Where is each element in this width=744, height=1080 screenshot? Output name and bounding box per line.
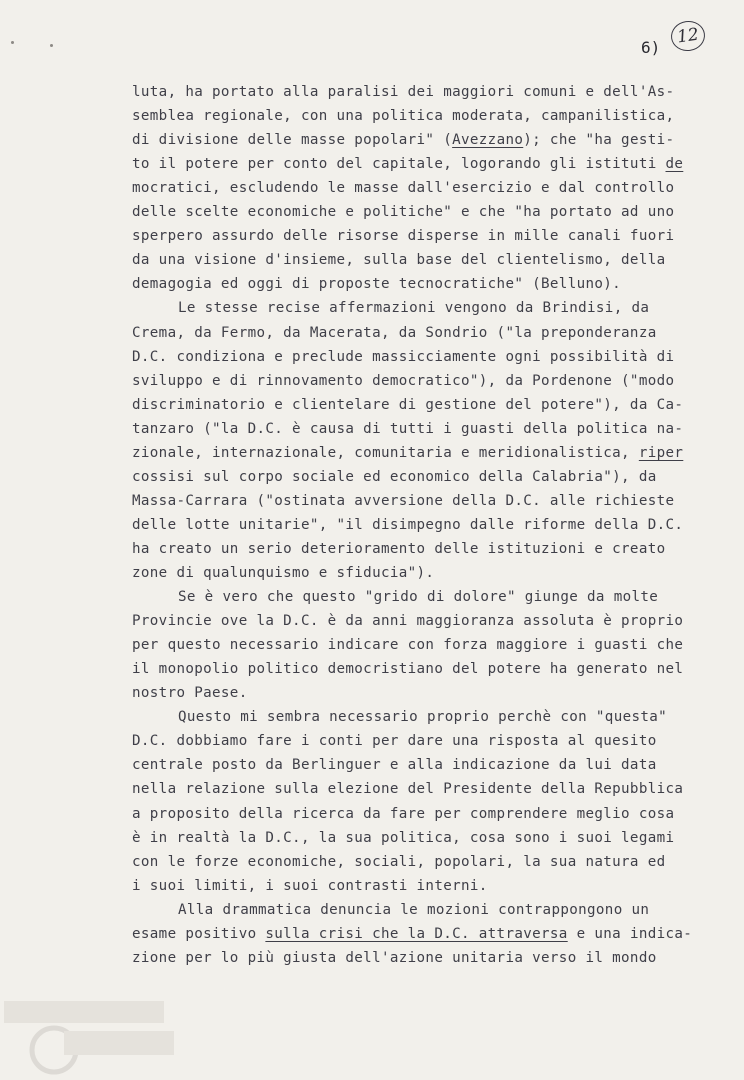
text-segment: luta, ha portato alla paralisi dei maggiori comuni e dell'As- [132, 84, 675, 100]
text-segment: D.C. condiziona e preclude massicciamente ogni possibilità di [132, 348, 675, 365]
text-line [132, 561, 677, 585]
text-segment: Crema, da Fermo, da Macerata, da Sondrio ("la preponderanza [132, 324, 657, 341]
text-segment: sperpero assurdo delle risorse disperse in mille canali fuori [132, 228, 675, 245]
text-segment: tanzaro ("la D.C. è causa di tutti i guasti della politica na- [132, 420, 684, 437]
text-line [132, 465, 677, 489]
text-line [132, 681, 677, 705]
text-segment: mocratici, escludendo le masse dall'esercizio e dal controllo [132, 180, 675, 197]
text-segment: Provincie ove la D.C. è da anni maggioranza assoluta è proprio [132, 613, 684, 630]
text-line [132, 80, 677, 104]
text-line [132, 176, 677, 200]
text-segment: D.C. dobbiamo fare i conti per dare una risposta al quesito [132, 733, 657, 750]
text-segment: con le forze economiche, sociali, popolari, la sua natura ed [132, 853, 666, 870]
text-segment: a proposito della ricerca da fare per comprendere meglio cosa [132, 805, 675, 822]
text-segment: esame positivo [132, 925, 266, 942]
text-line [132, 417, 684, 441]
text-line [132, 537, 677, 561]
text-segment: zione per lo più giusta dell'azione unitaria verso il mondo [132, 949, 657, 966]
text-segment: discriminatorio e clientelare di gestione del potere"), da Ca- [132, 396, 684, 413]
text-line [132, 898, 677, 922]
text-segment: Alla drammatica denuncia le mozioni contrappongono un [178, 901, 650, 918]
text-line [132, 609, 684, 633]
text-line [132, 152, 684, 176]
underlined-text: de [665, 156, 684, 173]
text-segment: zone di qualunquismo e sfiducia"). [132, 565, 435, 581]
text-line [132, 729, 677, 753]
text-line [132, 200, 677, 224]
text-line [132, 633, 684, 657]
text-segment: sviluppo e di rinnovamento democratico"), da Pordenone ("modo [132, 372, 675, 389]
underlined-text: riper [638, 444, 684, 461]
text-segment: Le stesse recise affermazioni vengono da Brindisi, da [178, 300, 650, 317]
text-line [132, 826, 677, 850]
text-line [132, 393, 684, 417]
text-line [132, 128, 677, 152]
text-line [132, 874, 677, 898]
text-segment: da una visione d'insieme, sulla base del clientelismo, della [132, 252, 666, 269]
text-line [132, 513, 684, 537]
text-line [132, 850, 677, 874]
text-segment: Questo mi sembra necessario proprio perchè con "questa" [178, 709, 668, 726]
text-segment: ha creato un serio deterioramento delle istituzioni e creato [132, 540, 666, 557]
text-segment: demagogia ed oggi di proposte tecnocratiche" (Belluno). [132, 276, 622, 293]
archive-stamp-number: 12 [669, 19, 707, 53]
text-line [132, 321, 677, 345]
text-line [132, 657, 684, 681]
text-segment: nostro Paese. [132, 685, 248, 702]
text-line [132, 272, 677, 296]
text-segment: è in realtà la D.C., la sua politica, cosa sono i suoi legami [132, 829, 675, 846]
text-segment: Se è vero che questo "grido di dolore" giunge da molte [178, 589, 659, 606]
text-segment: semblea regionale, con una politica moderata, campanilistica, [132, 108, 675, 125]
archive-watermark-logo [4, 995, 194, 1075]
underlined-text: Avezzano [452, 132, 524, 149]
text-segment: nella relazione sulla elezione del Presidente della Repubblica [132, 781, 684, 798]
text-line [132, 489, 677, 513]
text-segment: di divisione delle masse popolari" ( [132, 132, 453, 149]
text-segment: to il potere per conto del capitale, logorando gli istituti [132, 156, 666, 173]
text-line [132, 104, 677, 128]
text-segment: delle scelte economiche e politiche" e che "ha portato ad uno [132, 204, 675, 221]
text-segment: i suoi limiti, i suoi contrasti interni. [132, 877, 488, 894]
text-segment: centrale posto da Berlinguer e alla indicazione da lui data [132, 757, 657, 774]
text-line [132, 802, 677, 826]
text-segment: e una indica- [567, 925, 693, 942]
text-line [132, 753, 677, 777]
text-line [132, 922, 693, 946]
text-segment: delle lotte unitarie", "il disimpegno dalle riforme della D.C. [132, 516, 684, 533]
text-segment: Massa-Carrara ("ostinata avversione della D.C. alle richieste [132, 492, 675, 509]
text-line [132, 705, 677, 729]
page-number: 6) [641, 38, 661, 57]
text-line [132, 441, 684, 465]
text-line [132, 224, 677, 248]
text-segment: cossisi sul corpo sociale ed economico della Calabria"), da [132, 468, 657, 485]
text-segment: il monopolio politico democristiano del potere ha generato nel [132, 661, 684, 678]
text-line [132, 296, 677, 320]
text-line [132, 946, 677, 970]
text-line [132, 585, 677, 609]
text-line [132, 369, 677, 393]
text-line [132, 248, 677, 272]
text-line [132, 777, 684, 801]
text-segment: per questo necessario indicare con forza maggiore i guasti che [132, 637, 684, 654]
text-segment: ); che "ha gesti- [523, 132, 675, 149]
text-segment: zionale, internazionale, comunitaria e meridionalistica, [132, 444, 639, 461]
underlined-text: sulla crisi che la D.C. attraversa [265, 925, 568, 942]
text-line [132, 345, 677, 369]
